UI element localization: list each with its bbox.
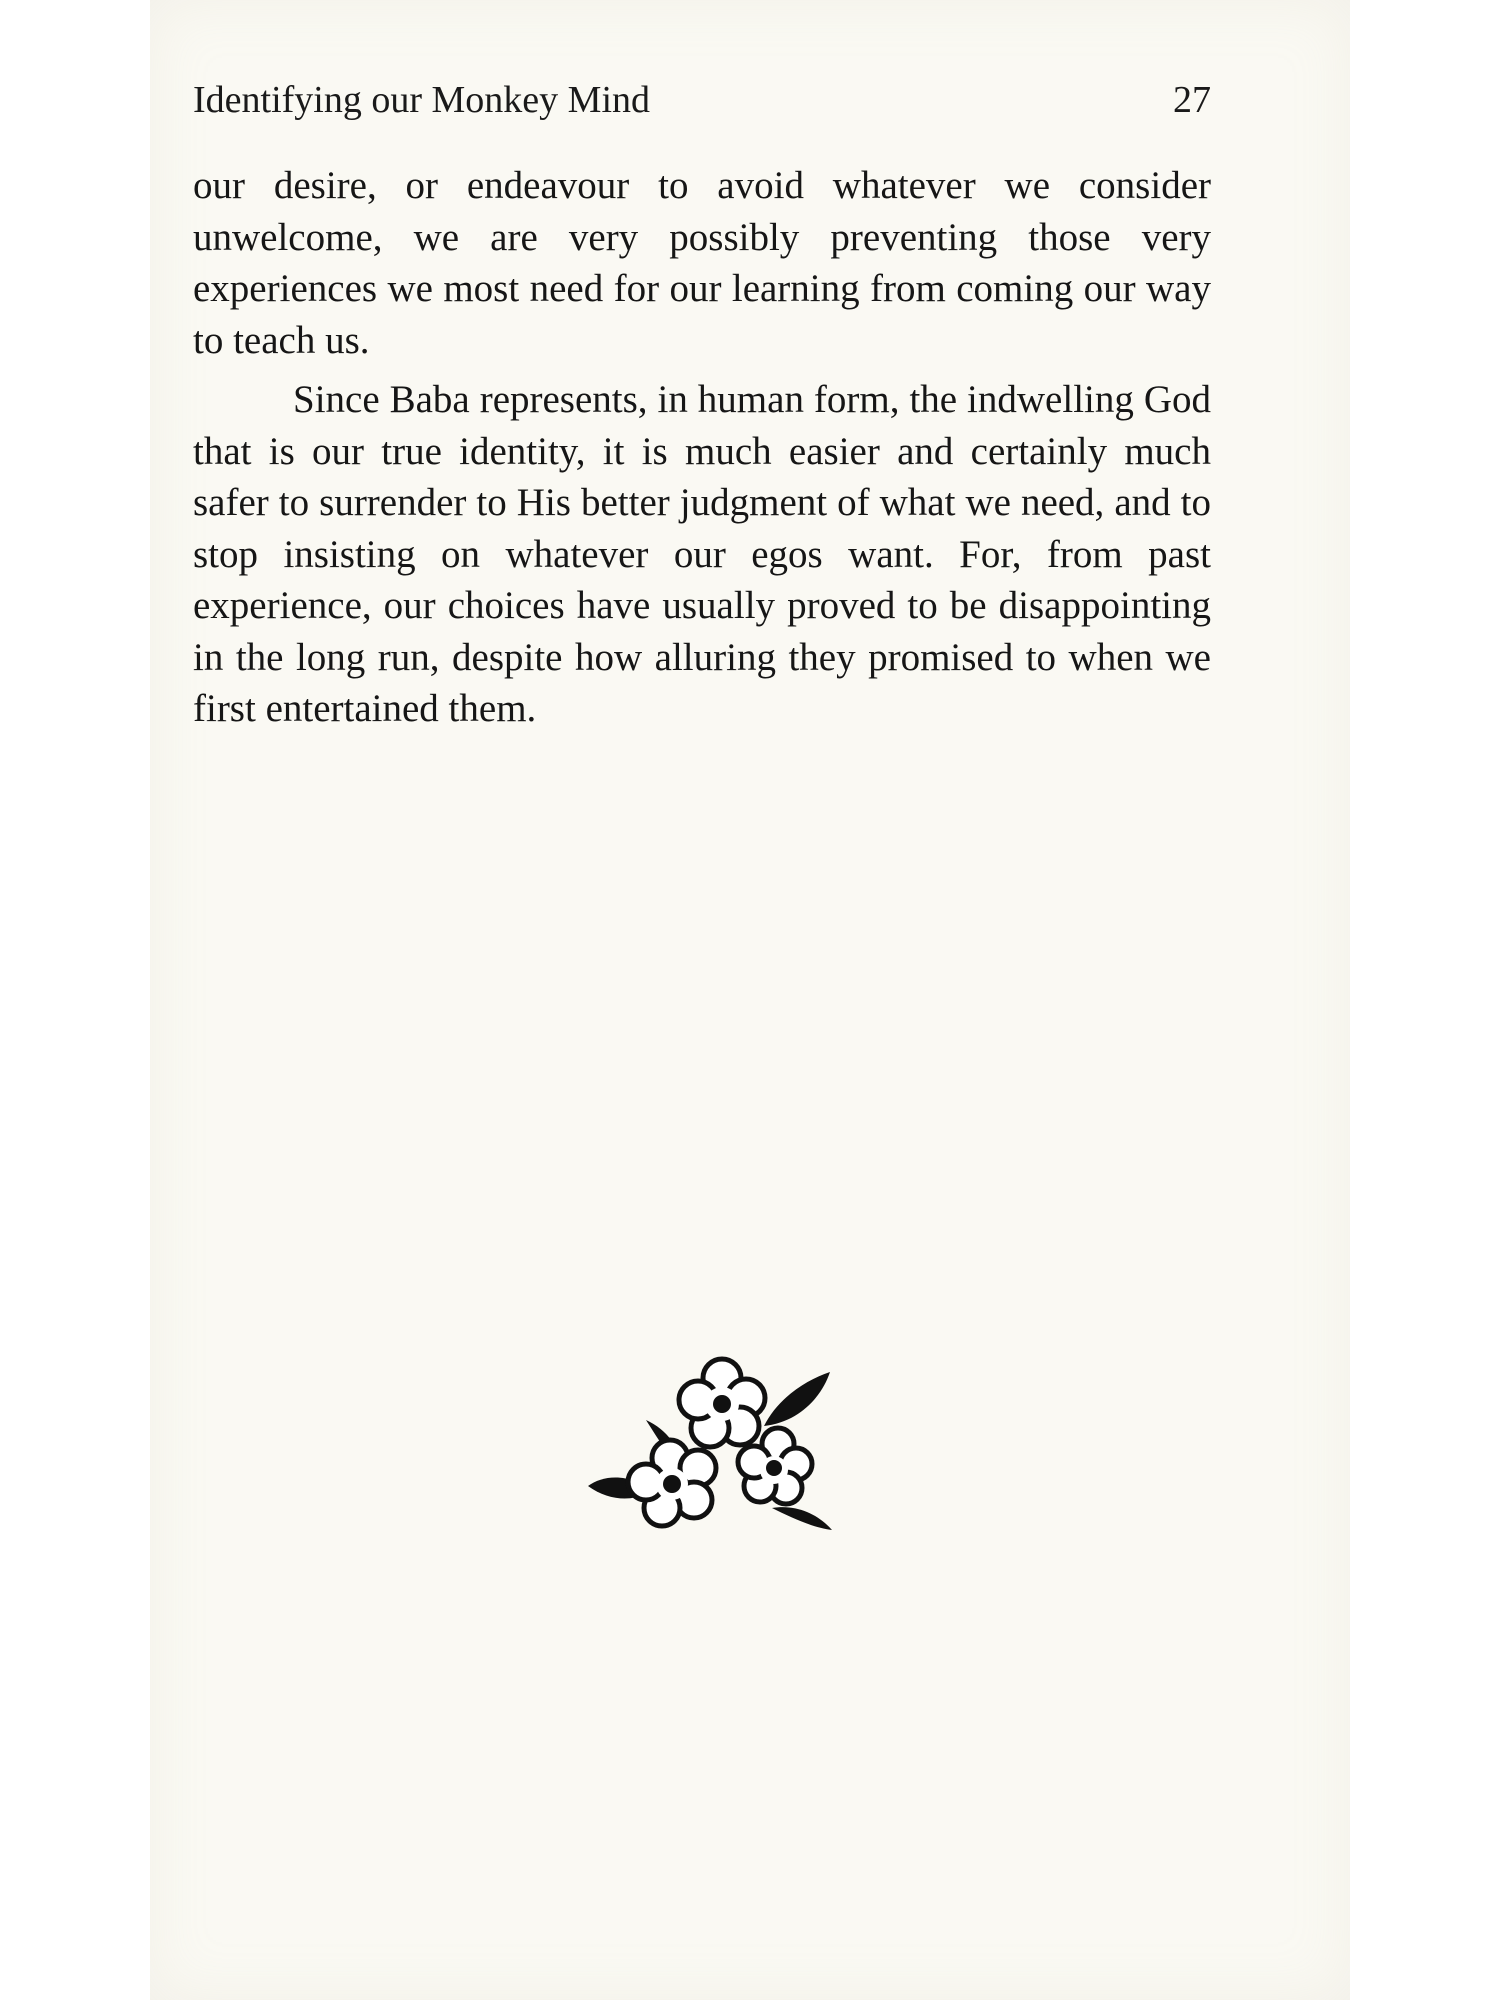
body-text — [193, 160, 1211, 743]
page-number: 27 — [1173, 79, 1211, 121]
running-title: Identifying our Monkey Mind — [193, 79, 651, 121]
running-head — [193, 78, 1211, 128]
book-page — [150, 0, 1350, 2000]
paragraph-continued: our desire, or endeavour to avoid whatever we consider unwelcome, we are very possibly preventing those very experiences we most need for our learning from coming our way to teach us. — [193, 164, 1211, 362]
flower-ornament-icon — [582, 1318, 882, 1538]
paragraph-since-baba: Since Baba represents, in human form, the indwelling God that is our true identity, it is much easier and certainly much safer to surrender to His better judgment of what we need, and to stop insisting on whatever our egos want. For, from past experience, our choices have usually proved to be disappointing in the long run, despite how alluring they promised to when we first entertained them. — [193, 378, 1211, 730]
